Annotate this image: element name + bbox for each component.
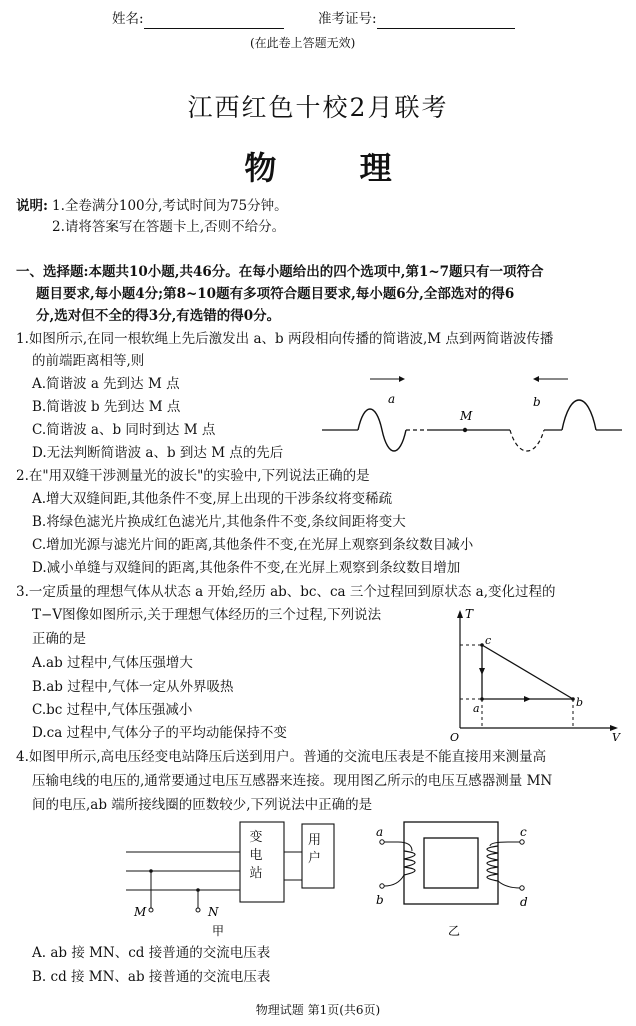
q2-stem: 2.在"用双缝干涉测量光的波长"的实验中,下列说法正确的是	[16, 468, 370, 484]
ca-arrow-icon	[479, 668, 485, 675]
q1-option-c: C.简谐波 a、b 同时到达 M 点	[32, 422, 216, 438]
exam-id-label: 准考证号:	[318, 11, 377, 27]
q3-option-b: B.ab 过程中,气体一定从外界吸热	[32, 679, 234, 695]
wave-b	[562, 400, 596, 430]
ab-arrow-icon	[524, 696, 531, 702]
q4-stem-line1: 4.如图甲所示,高电压经变电站降压后送到用户。普通的交流电压表是不能直接用来测量高	[16, 749, 547, 765]
exam-id-blank	[377, 12, 515, 29]
label-m: M	[134, 905, 147, 919]
label-v: V	[612, 731, 620, 744]
instructions-label: 说明:	[16, 198, 48, 214]
q3-option-a: A.ab 过程中,气体压强增大	[32, 655, 193, 671]
q2-option-b: B.将绿色滤光片换成红色滤光片,其他条件不变,条纹间距将变大	[32, 514, 406, 530]
exam-id-field	[318, 10, 515, 29]
q3-stem-line3: 正确的是	[32, 631, 86, 647]
label-a: a	[376, 825, 384, 839]
terminal-c	[520, 840, 524, 844]
label-a: a	[473, 702, 480, 715]
caption-yi: 乙	[448, 924, 461, 938]
user-label: 用户	[308, 833, 322, 866]
q4-figure-yi-transformer	[368, 818, 538, 940]
point-a	[480, 697, 484, 701]
exam-title: 江西红色十校2月联考	[187, 93, 449, 122]
t-axis-arrow-icon	[457, 610, 463, 618]
q3-stem-line1: 3.一定质量的理想气体从状态 a 开始,经历 ab、bc、ca 三个过程回到原状态 a,变化过程的	[16, 584, 556, 600]
label-b: b	[533, 395, 541, 409]
label-b: b	[576, 696, 584, 709]
wave-b-dashed	[510, 430, 544, 451]
label-c: c	[520, 825, 527, 839]
label-d: d	[520, 895, 528, 909]
q2-option-d: D.减小单缝与双缝间的距离,其他条件不变,在光屏上观察到条纹数目增加	[32, 560, 461, 576]
q4-option-b: B. cd 接 MN、ab 接普通的交流电压表	[32, 969, 271, 985]
terminal-a	[380, 840, 384, 844]
q3-stem-line2: T−V图像如图所示,关于理想气体经历的三个过程,下列说法	[32, 607, 382, 623]
point-m	[463, 428, 467, 432]
q4-option-a: A. ab 接 MN、cd 接普通的交流电压表	[32, 945, 271, 961]
terminal-b	[380, 884, 384, 888]
name-label: 姓名:	[112, 11, 144, 27]
label-b: b	[376, 893, 384, 907]
q2-option-c: C.增加光源与滤光片间的距离,其他条件不变,在光屏上观察到条纹数目减小	[32, 537, 474, 553]
q1-option-a: A.简谐波 a 先到达 M 点	[32, 376, 180, 392]
point-c	[480, 643, 484, 647]
instruction-1: 1.全卷满分100分,考试时间为75分钟。	[52, 198, 288, 214]
label-n: N	[208, 905, 219, 919]
label-a: a	[388, 392, 396, 406]
terminal-m	[149, 908, 153, 912]
wave-a	[358, 409, 406, 451]
coil-cd	[487, 846, 498, 881]
q1-stem-line2: 的前端距离相等,则	[32, 353, 145, 369]
lead-d	[498, 881, 520, 888]
q3-tv-graph	[440, 604, 624, 744]
coil-ab	[404, 851, 415, 875]
caption-jia: 甲	[212, 924, 225, 938]
lead-a	[384, 842, 412, 851]
q3-option-c: C.bc 过程中,气体压强减小	[32, 702, 193, 718]
q4-stem-line3: 间的电压,ab 端所接线圈的匝数较少,下列说法中正确的是	[32, 797, 373, 813]
arrow-right-head-icon	[399, 376, 405, 382]
process-bc	[482, 645, 573, 699]
arrow-left-head-icon	[533, 376, 539, 382]
q1-option-d: D.无法判断简谐波 a、b 到达 M 点的先后	[32, 445, 284, 461]
label-t: T	[465, 607, 474, 621]
page-footer: 物理试题 第1页(共6页)	[255, 1003, 381, 1017]
q3-option-d: D.ca 过程中,气体分子的平均动能保持不变	[32, 725, 287, 741]
point-b	[571, 697, 575, 701]
section-heading-line2: 题目要求,每小题4分;第8~10题有多项符合题目要求,每小题6分,全部选对的得6	[36, 286, 515, 302]
header-notice: (在此卷上答题无效)	[250, 36, 356, 50]
label-m: M	[460, 409, 473, 423]
terminal-d	[520, 886, 524, 890]
label-o: O	[450, 731, 460, 744]
section-heading-line1: 一、选择题:本题共10小题,共46分。在每小题给出的四个选项中,第1~7题只有一项符合	[16, 264, 544, 280]
core-inner	[424, 838, 478, 888]
q2-option-a: A.增大双缝间距,其他条件不变,屏上出现的干涉条纹将变稀疏	[32, 491, 393, 507]
section-heading-line3: 分,选对但不全的得3分,有选错的得0分。	[36, 308, 281, 324]
name-field	[112, 10, 284, 29]
q1-wave-figure	[318, 370, 624, 465]
substation-label: 变电站	[249, 830, 263, 881]
instruction-2: 2.请将答案写在答题卡上,否则不给分。	[52, 219, 286, 235]
lead-c	[490, 842, 520, 846]
q1-option-b: B.简谐波 b 先到达 M 点	[32, 399, 181, 415]
q4-stem-line2: 压输电线的电压的,通常要通过电压互感器来连接。现用图乙所示的电压互感器测量 MN	[32, 773, 553, 789]
core-outer	[404, 822, 498, 904]
terminal-n	[196, 908, 200, 912]
label-c: c	[485, 634, 492, 647]
name-blank	[144, 12, 284, 29]
lead-b	[384, 875, 404, 886]
q1-stem-line1: 1.如图所示,在同一根软绳上先后激发出 a、b 两段相向传播的简谐波,M 点到两简谐波传播	[16, 331, 554, 347]
subject-title: 物 理	[244, 149, 428, 187]
